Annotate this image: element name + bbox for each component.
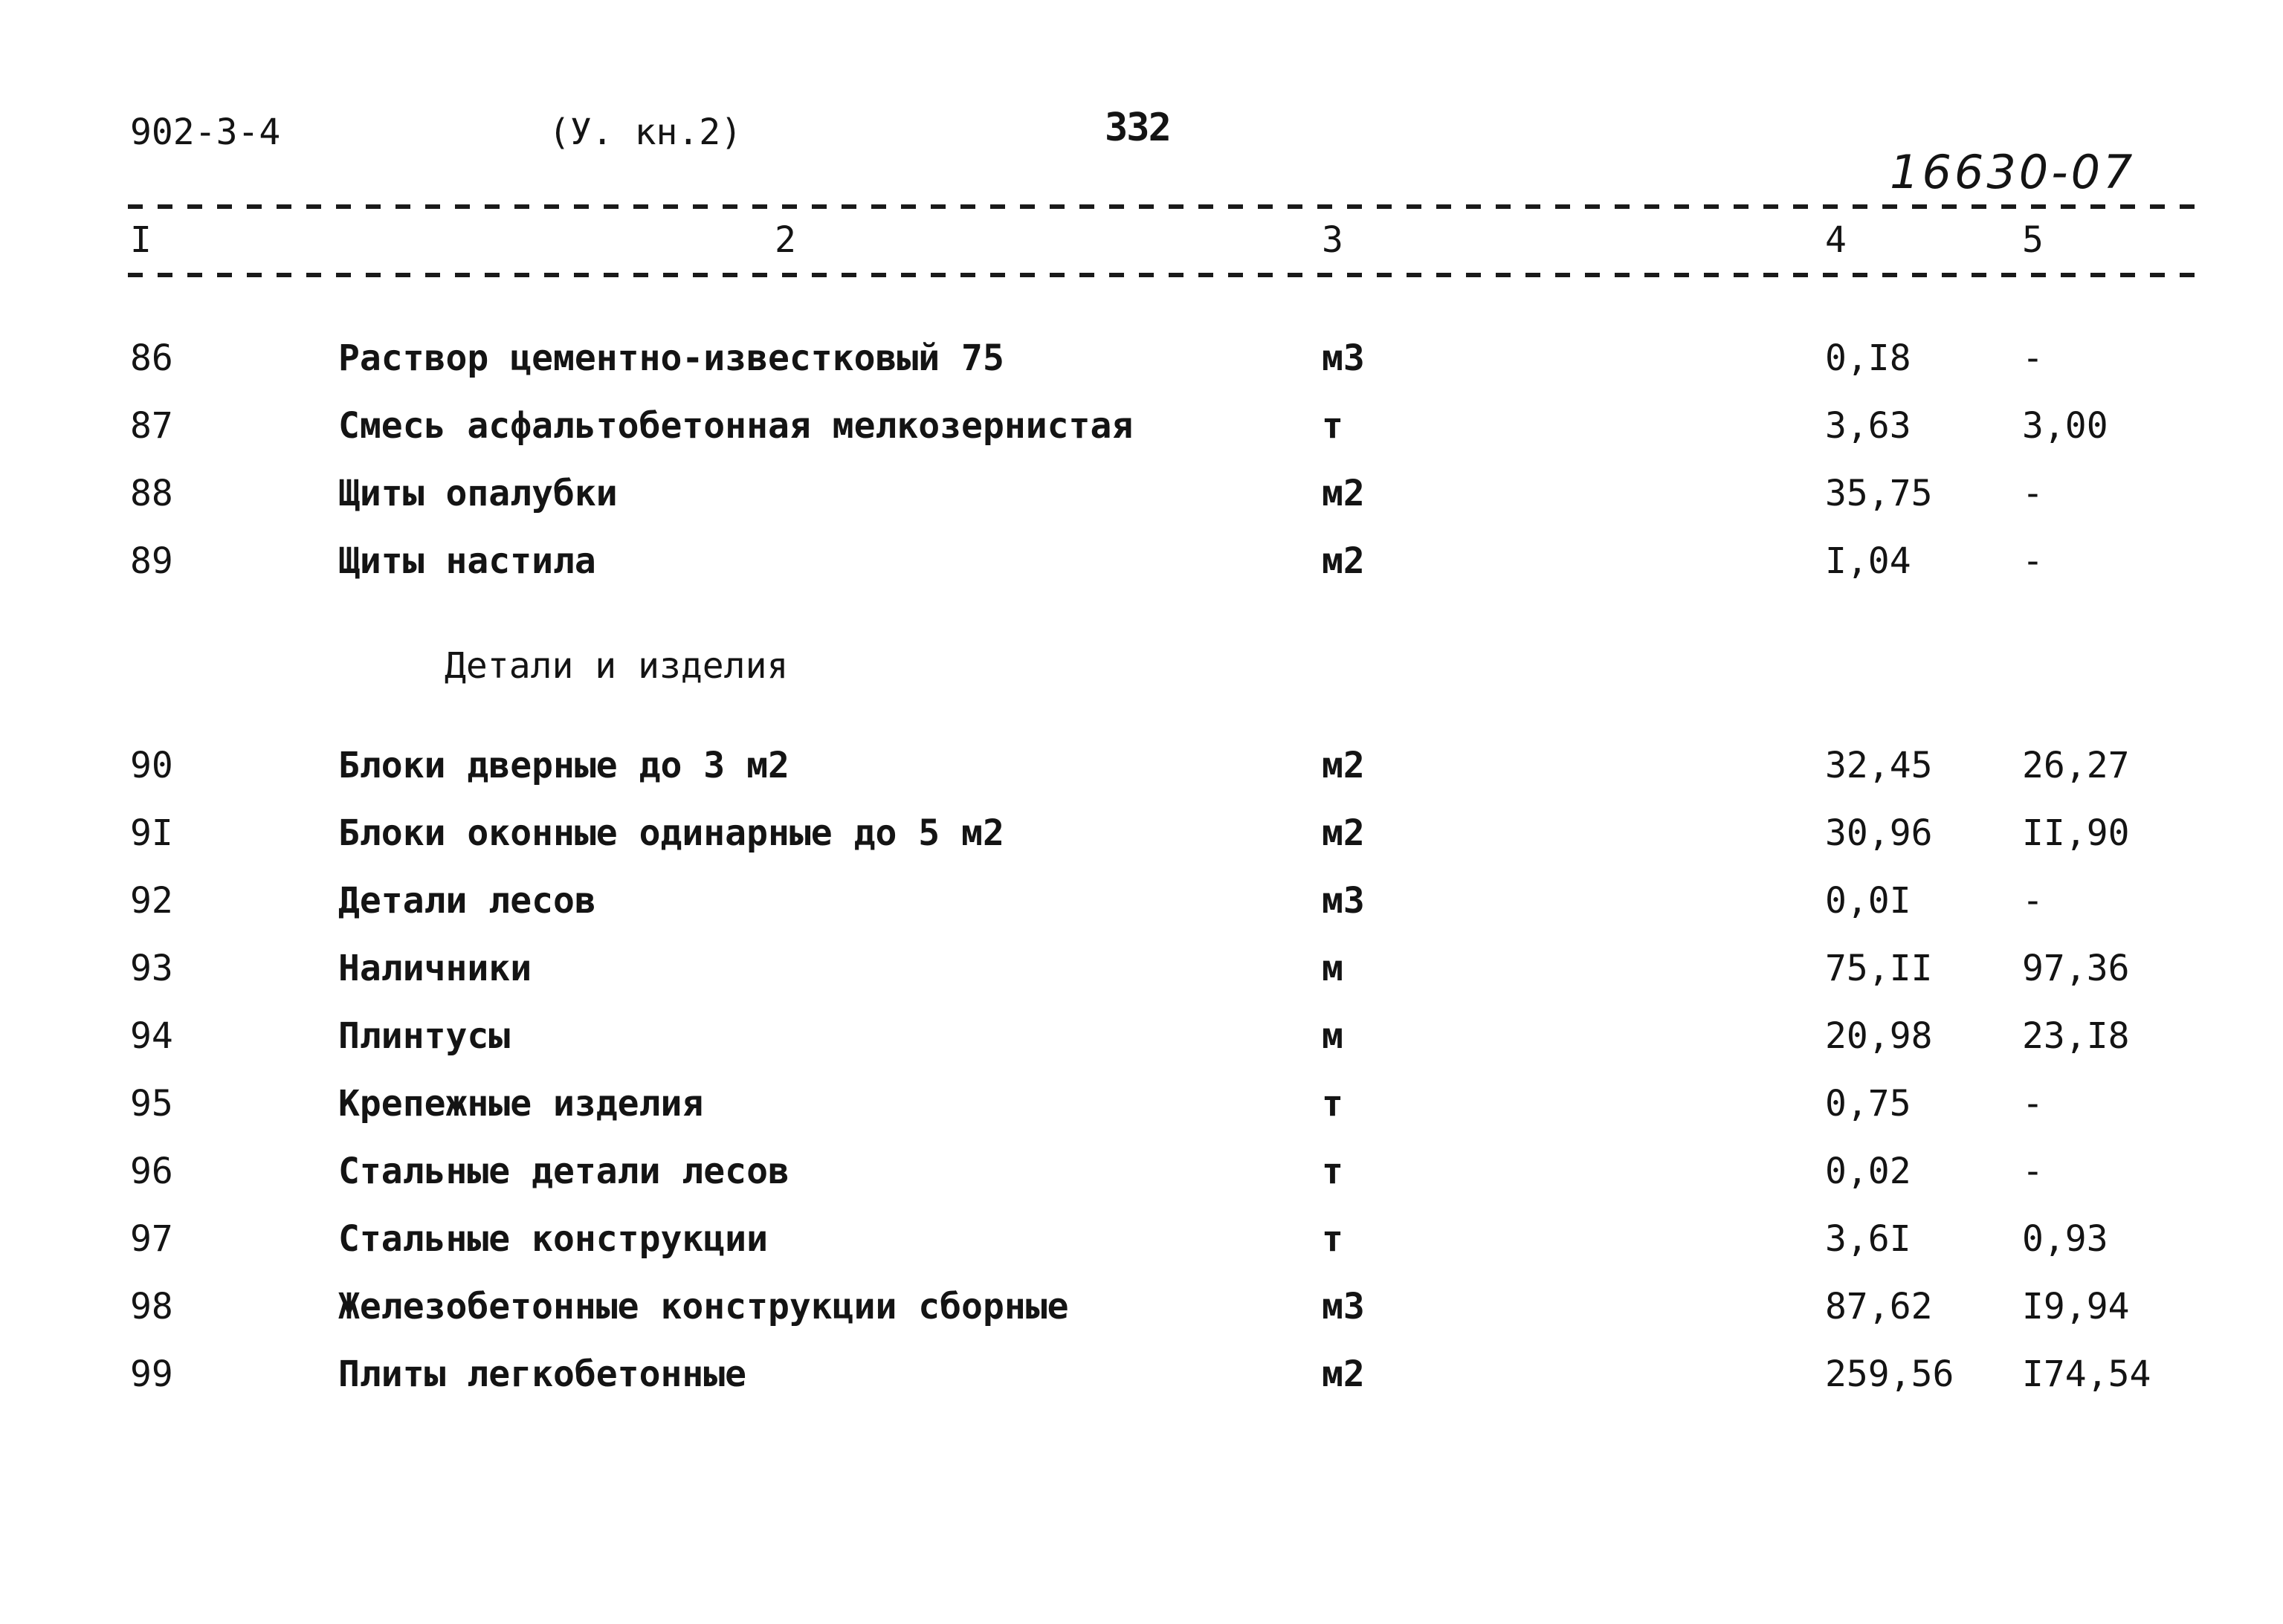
row-material-name: Блоки оконные одинарные до 5 м2 — [338, 812, 1004, 854]
row-material-name: Щиты настила — [338, 540, 596, 582]
row-unit: м2 — [1322, 1353, 1365, 1395]
row-material-name: Стальные конструкции — [338, 1218, 768, 1260]
row-unit: т — [1322, 1151, 1343, 1192]
row-value-col4: 3,6I — [1825, 1218, 1911, 1260]
row-number: 93 — [130, 948, 173, 989]
row-value-col4: 87,62 — [1825, 1286, 1933, 1327]
table-row — [0, 1149, 2283, 1194]
column-header-2: 2 — [775, 219, 796, 261]
row-unit: м3 — [1322, 337, 1365, 379]
row-value-col4: 0,75 — [1825, 1083, 1911, 1125]
inventory-number: 16630-07 — [1890, 145, 2136, 199]
table-row — [0, 539, 2283, 583]
row-number: 98 — [130, 1286, 173, 1327]
table-row — [0, 743, 2283, 788]
row-value-col5: - — [2022, 337, 2044, 379]
row-material-name: Щиты опалубки — [338, 473, 618, 514]
header-top-rule — [128, 204, 2202, 209]
row-value-col5: - — [2022, 1083, 2044, 1125]
row-value-col5: 26,27 — [2022, 745, 2130, 786]
row-material-name: Плиты легкобетонные — [338, 1353, 747, 1395]
column-header-1: I — [130, 219, 152, 261]
row-value-col5: I74,54 — [2022, 1353, 2151, 1395]
row-unit: м3 — [1322, 1286, 1365, 1327]
table-row — [0, 1352, 2283, 1397]
row-unit: м2 — [1322, 473, 1365, 514]
row-unit: т — [1322, 405, 1343, 447]
row-value-col4: 3,63 — [1825, 405, 1911, 447]
row-value-col5: 0,93 — [2022, 1218, 2108, 1260]
row-unit: т — [1322, 1083, 1343, 1125]
book-reference: (У. кн.2) — [549, 111, 743, 153]
table-row — [0, 1081, 2283, 1126]
row-number: 95 — [130, 1083, 173, 1125]
table-row — [0, 811, 2283, 855]
table-row — [0, 336, 2283, 381]
row-value-col5: I9,94 — [2022, 1286, 2130, 1327]
row-number: 92 — [130, 880, 173, 922]
row-value-col5: 97,36 — [2022, 948, 2130, 989]
row-value-col4: 20,98 — [1825, 1015, 1933, 1057]
page-number: 332 — [1105, 106, 1170, 150]
row-unit: м2 — [1322, 812, 1365, 854]
row-material-name: Железобетонные конструкции сборные — [338, 1286, 1069, 1327]
document-code: 902-3-4 — [130, 111, 281, 153]
row-number: 94 — [130, 1015, 173, 1057]
row-value-col4: 0,I8 — [1825, 337, 1911, 379]
row-unit: м — [1322, 1015, 1343, 1057]
row-unit: м2 — [1322, 745, 1365, 786]
row-value-col4: 259,56 — [1825, 1353, 1954, 1395]
row-value-col5: II,90 — [2022, 812, 2130, 854]
row-number: 86 — [130, 337, 173, 379]
table-row — [0, 1217, 2283, 1261]
table-row — [0, 1284, 2283, 1329]
row-value-col5: - — [2022, 540, 2044, 582]
row-value-col4: 75,II — [1825, 948, 1933, 989]
table-row — [0, 879, 2283, 923]
row-material-name: Плинтусы — [338, 1015, 511, 1057]
row-material-name: Блоки дверные до 3 м2 — [338, 745, 789, 786]
table-row — [0, 1014, 2283, 1058]
row-number: 90 — [130, 745, 173, 786]
row-unit: м — [1322, 948, 1343, 989]
row-number: 96 — [130, 1151, 173, 1192]
row-value-col5: 3,00 — [2022, 405, 2108, 447]
row-material-name: Раствор цементно-известковый 75 — [338, 337, 1004, 379]
row-number: 97 — [130, 1218, 173, 1260]
row-number: 99 — [130, 1353, 173, 1395]
row-value-col4: 35,75 — [1825, 473, 1933, 514]
column-header-3: 3 — [1322, 219, 1343, 261]
row-number: 9I — [130, 812, 173, 854]
row-value-col4: 0,0I — [1825, 880, 1911, 922]
section-heading: Детали и изделия — [445, 645, 789, 687]
row-unit: м3 — [1322, 880, 1365, 922]
row-material-name: Крепежные изделия — [338, 1083, 704, 1125]
table-row — [0, 946, 2283, 991]
row-value-col5: - — [2022, 1151, 2044, 1192]
column-header-5: 5 — [2022, 219, 2044, 261]
row-value-col4: I,04 — [1825, 540, 1911, 582]
row-value-col4: 32,45 — [1825, 745, 1933, 786]
header-bottom-rule — [128, 273, 2202, 277]
column-header-4: 4 — [1825, 219, 1847, 261]
row-value-col4: 30,96 — [1825, 812, 1933, 854]
row-value-col5: 23,I8 — [2022, 1015, 2130, 1057]
row-value-col5: - — [2022, 880, 2044, 922]
row-material-name: Стальные детали лесов — [338, 1151, 789, 1192]
row-number: 87 — [130, 405, 173, 447]
row-number: 88 — [130, 473, 173, 514]
table-row — [0, 404, 2283, 448]
row-unit: т — [1322, 1218, 1343, 1260]
row-material-name: Наличники — [338, 948, 532, 989]
table-row — [0, 471, 2283, 516]
row-material-name: Смесь асфальтобетонная мелкозернистая — [338, 405, 1134, 447]
row-material-name: Детали лесов — [338, 880, 596, 922]
row-number: 89 — [130, 540, 173, 582]
row-value-col5: - — [2022, 473, 2044, 514]
row-unit: м2 — [1322, 540, 1365, 582]
row-value-col4: 0,02 — [1825, 1151, 1911, 1192]
